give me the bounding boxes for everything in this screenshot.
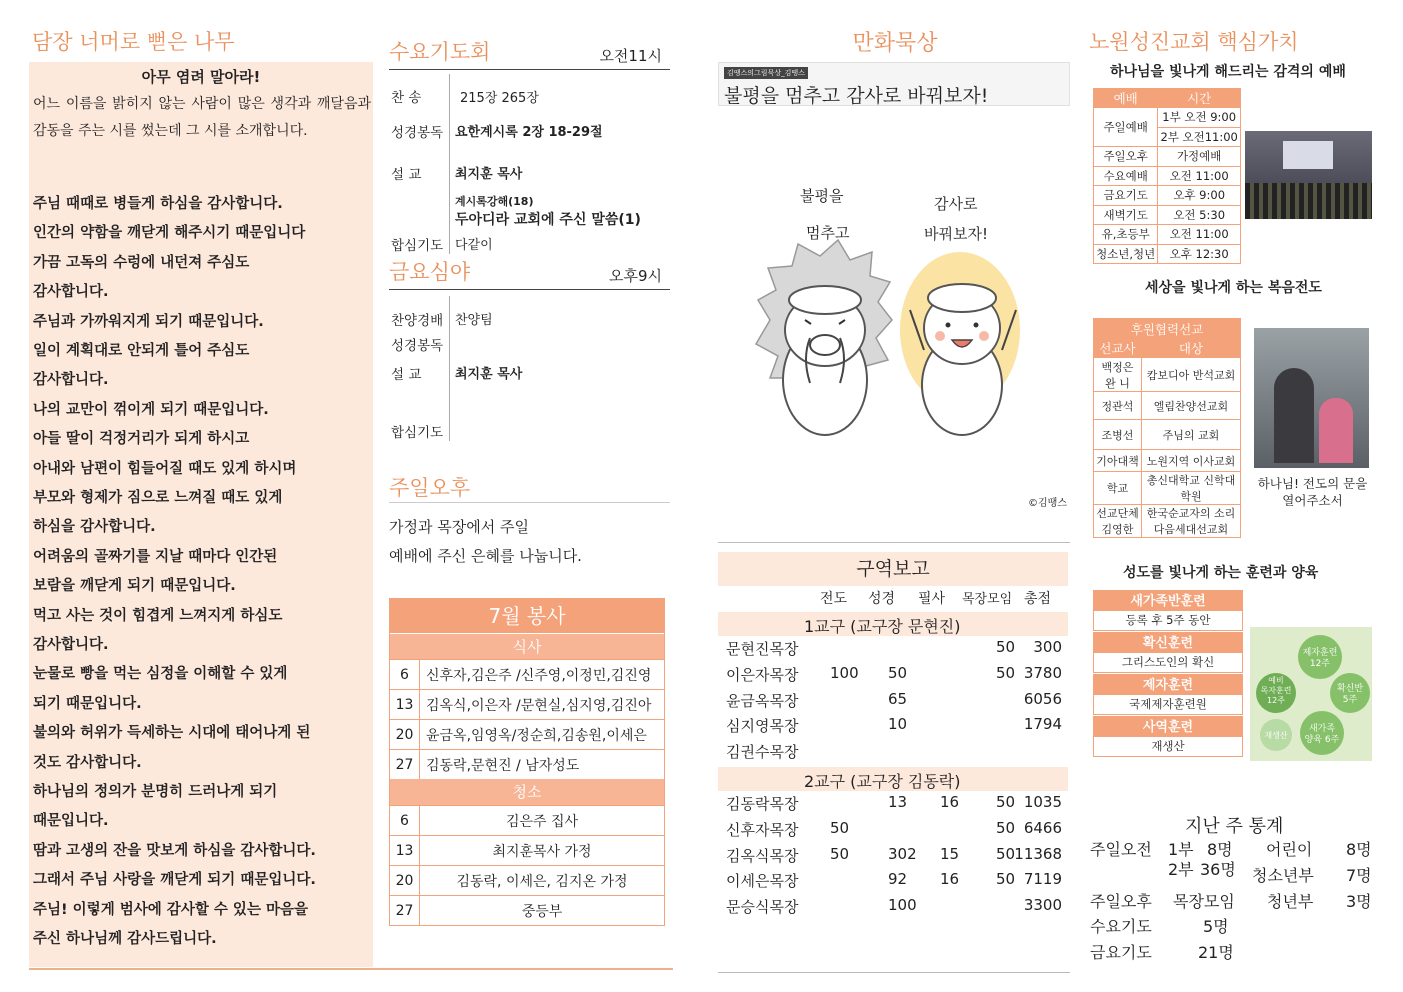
region-name: 심지영목장	[726, 717, 799, 736]
worship-time: 가정예배	[1158, 147, 1241, 167]
region-value: 11368	[1014, 844, 1062, 863]
worship-name: 주일예배	[1094, 108, 1158, 147]
region-value: 302	[888, 844, 917, 863]
table-row	[390, 749, 664, 779]
wed-header	[389, 36, 670, 70]
stats-fri: 금요기도	[1090, 943, 1152, 962]
worship-name: 새벽기도	[1094, 205, 1158, 225]
wed-sermon-title: 두아디라 교회에 주신 말씀(1)	[455, 212, 641, 228]
poem-line: 땀과 고생의 잔을 맛보게 하심을 감사합니다.	[33, 842, 316, 859]
poem-line: 감사합니다.	[33, 372, 109, 389]
region-name: 문현진목장	[726, 640, 799, 658]
region-value: 50	[996, 818, 1016, 837]
stats-kidsv: 8명	[1346, 840, 1372, 859]
training-title: 성도를 빛나게 하는 훈련과 양육	[1123, 565, 1319, 581]
stats-s2v: 36명	[1200, 860, 1236, 879]
worship-time: 오전 11:00	[1158, 166, 1241, 186]
grey-sheep	[756, 240, 892, 435]
region-value: 65	[888, 689, 908, 708]
training-name: 제자훈련	[1093, 674, 1243, 694]
worship-time: 2부 오전11:00	[1158, 127, 1241, 147]
date-cell: 6	[390, 660, 420, 689]
worship-row	[1094, 166, 1241, 186]
region-value: 300	[1033, 638, 1062, 656]
meal-rows	[390, 659, 664, 779]
col-transcribe: 필사	[918, 591, 946, 607]
table-header: 시간	[1158, 89, 1241, 108]
cartoon-title: 만화묵상	[852, 31, 938, 56]
stats-youth: 청소년부	[1252, 866, 1314, 885]
date-cell: 13	[390, 690, 420, 719]
region-title: 구역보고	[718, 552, 1068, 586]
missionary: 백정은 완 니	[1094, 358, 1142, 392]
wed-title: 수요기도회	[389, 40, 491, 64]
wed-label-sermon: 설 교	[391, 167, 422, 183]
region-value: 3300	[1023, 896, 1062, 915]
region-row	[726, 688, 1066, 714]
training-name: 새가족반훈련	[1093, 590, 1243, 610]
worship-name: 주일오후	[1094, 147, 1158, 167]
wed-label-reading: 성경봉독	[391, 125, 444, 141]
poem-line: 가끔 고독의 수렁에 내던져 주심도	[33, 254, 250, 271]
table-row	[390, 659, 664, 689]
region-value: 50	[830, 818, 850, 837]
cycle-label: 새가족 양육 6주	[1304, 724, 1340, 745]
fri-time: 오후9시	[608, 267, 662, 285]
table-header: 대상	[1142, 339, 1241, 358]
stats-s2: 2부	[1168, 860, 1194, 879]
poem-line: 그래서 주님 사랑을 깨닫게 되기 때문입니다.	[33, 872, 316, 889]
poem-line: 되기 때문입니다.	[33, 695, 142, 712]
group1-bar	[718, 612, 1068, 636]
region-name: 김권수목장	[726, 743, 799, 762]
poem-line: 부모와 형제가 짐으로 느껴질 때도 있게	[33, 490, 283, 506]
region-row	[726, 713, 1066, 739]
stats-s1v: 8명	[1207, 840, 1233, 859]
poem-line: 나의 교만이 꺾이게 되기 때문입니다.	[33, 401, 269, 418]
training-desc: 그리스도인의 확신	[1093, 652, 1243, 673]
poem-line: 보람을 깨닫게 되기 때문입니다.	[33, 578, 236, 595]
date-cell: 13	[390, 836, 420, 865]
worship-time: 오전 11:00	[1158, 225, 1241, 245]
missionary: 기아대책	[1094, 450, 1142, 472]
stats-youthv: 7명	[1346, 866, 1372, 885]
region-value: 50	[996, 793, 1016, 811]
region-value: 15	[940, 844, 960, 863]
meal-label: 식사	[390, 633, 664, 659]
service-table	[389, 598, 665, 926]
wed-label-prayer: 합심기도	[391, 238, 444, 254]
poem-line: 먹고 사는 것이 힘겹게 느껴지게 하심도	[33, 607, 283, 624]
poem-line: 아내와 남편이 힘들어질 때도 있게 하시며	[33, 460, 297, 477]
training-desc: 국제제자훈련원	[1093, 694, 1243, 715]
region-name: 이세은목장	[726, 872, 799, 891]
service-title: 7월 봉사	[390, 599, 664, 633]
wed-value-reading: 요한계시록 2장 18-29절	[455, 125, 603, 140]
region-value: 16	[940, 793, 960, 811]
cartoon-headline-bar	[718, 62, 1070, 106]
region-row	[726, 662, 1066, 688]
mission-title: 세상을 빛나게 하는 복음전도	[1145, 280, 1322, 296]
stats-young: 청년부	[1267, 892, 1314, 911]
mission-table	[1093, 318, 1241, 538]
region-value: 3780	[1023, 663, 1062, 682]
wed-sermon-series: 계시록강해(18)	[455, 195, 534, 208]
stats-s1: 1부	[1168, 840, 1194, 859]
region-value: 50	[996, 870, 1016, 889]
region-row	[726, 843, 1066, 869]
stats-sun-am: 주일오전	[1090, 840, 1152, 859]
essay-box	[29, 62, 373, 967]
missionary: 선교단체 김영한	[1094, 505, 1142, 538]
divider	[389, 502, 670, 503]
region-value: 92	[888, 870, 908, 889]
mission-row	[1094, 505, 1241, 538]
assignee-cell: 신후자,김은주 /신주영,이정민,김진영	[426, 667, 652, 684]
fri-label-reading: 성경봉독	[391, 338, 444, 354]
wed-value-sermon: 최지훈 목사	[455, 167, 523, 182]
worship-name: 금요기도	[1094, 186, 1158, 206]
region-value: 13	[888, 793, 908, 811]
cartoon-right-text1: 감사로	[934, 195, 978, 213]
cartoon-left-text1: 불평을	[800, 187, 844, 205]
mission-row	[1094, 472, 1241, 505]
region-row	[726, 894, 1066, 920]
worship-photo	[1245, 131, 1372, 219]
table-row	[390, 865, 664, 895]
table-row	[390, 689, 664, 719]
sunpm-line2: 예배에 주신 은혜를 나눕니다.	[389, 547, 582, 565]
stats-mokjang: 목장모임	[1173, 892, 1235, 911]
date-cell: 6	[390, 806, 420, 835]
region-value: 100	[830, 663, 859, 682]
evangelism-photo	[1254, 328, 1369, 468]
region-value: 6056	[1023, 689, 1062, 708]
worship-row	[1094, 225, 1241, 245]
fri-label-sermon: 설 교	[391, 367, 422, 383]
divider	[718, 972, 1070, 973]
region-value: 50	[888, 663, 908, 682]
training-desc: 등록 후 5주 동안	[1093, 610, 1243, 631]
cartoon-right-text2: 바꿔보자!	[924, 225, 988, 243]
stats-wed: 수요기도	[1090, 917, 1152, 936]
assignee-cell: 김옥식,이은자 /문현실,심지영,김진아	[426, 697, 652, 714]
assignee-cell: 윤금옥,임영옥/정순희,김송원,이세은	[426, 727, 647, 744]
assignee-cell: 김은주 집사	[505, 813, 579, 830]
mission-target: 엘림찬양선교회	[1142, 392, 1241, 420]
group2-bar	[718, 767, 1068, 791]
fri-value-sermon: 최지훈 목사	[455, 367, 523, 382]
cartoon-tag: 김땡스의그림묵상_김땡스	[724, 67, 808, 79]
stats-friv: 21명	[1198, 943, 1234, 962]
col-bible: 성경	[868, 591, 896, 607]
sunpm-title: 주일오후	[389, 476, 471, 500]
fri-title: 금요심야	[389, 260, 471, 284]
mission-row	[1094, 392, 1241, 420]
worship-row	[1094, 186, 1241, 206]
fri-label-praise: 찬양경배	[391, 313, 444, 329]
training-name: 확신훈련	[1093, 632, 1243, 652]
cartoon-illustration	[740, 170, 1070, 450]
date-cell: 20	[390, 866, 420, 895]
worship-row	[1094, 108, 1241, 128]
column-title: 담장 너머로 뻗은 나무	[32, 30, 235, 54]
region-columns	[718, 586, 1068, 610]
region-value: 50	[996, 844, 1016, 863]
poem-line: 감사합니다.	[33, 284, 109, 301]
cartoon-headline: 불평을 멈추고 감사로 바꿔보자!	[724, 85, 989, 107]
essay-heading: 아무 염려 말아라!	[141, 68, 261, 86]
mission-target: 한국순교자의 소리 다음세대선교회	[1142, 505, 1241, 538]
col-meeting: 목장모임	[962, 592, 1013, 607]
group1-label: 1교구 (교구장 문현진)	[804, 617, 961, 636]
region-value: 1794	[1023, 715, 1062, 734]
training-cycle-diagram	[1250, 627, 1372, 761]
poem-line: 아들 딸이 걱정거리가 되게 하시고	[33, 431, 250, 448]
divider	[718, 542, 1070, 543]
stats-title: 지난 주 통계	[1185, 816, 1284, 837]
region-name: 신후자목장	[726, 820, 799, 839]
date-cell: 27	[390, 750, 420, 779]
poem-line: 눈물로 빵을 먹는 심정을 이해할 수 있게	[33, 666, 288, 683]
clean-label: 청소	[390, 779, 664, 805]
yellow-sheep	[900, 252, 1020, 435]
assignee-cell: 김동락, 이세은, 김지온 가정	[456, 873, 628, 890]
worship-row	[1094, 244, 1241, 264]
date-cell: 27	[390, 896, 420, 925]
table-header: 예배	[1094, 89, 1158, 108]
region-row	[726, 868, 1066, 894]
fri-value-praise: 찬양팀	[455, 313, 493, 328]
cycle-label: 재생산	[1264, 731, 1288, 740]
assignee-cell: 중등부	[521, 903, 563, 920]
worship-table	[1093, 88, 1241, 264]
region-row	[726, 636, 1066, 662]
worship-time: 오후 12:30	[1158, 244, 1241, 264]
worship-time: 1부 오전 9:00	[1158, 108, 1241, 128]
region-value: 10	[888, 715, 908, 734]
region-value: 16	[940, 870, 960, 889]
wed-value-hymn: 215장 265장	[460, 91, 539, 106]
region-value: 1035	[1023, 793, 1062, 811]
essay-intro: 어느 이름을 밝히지 않는 사람이 많은 생각과 깨달음과 감동을 주는 시를 썼는데 그 시를 소개합니다.	[33, 96, 371, 139]
training-name: 사역훈련	[1093, 716, 1243, 736]
mission-target: 주님의 교회	[1142, 420, 1241, 450]
poem-line: 주신 하나님께 감사드립니다.	[33, 931, 217, 947]
core-title: 노원성진교회 핵심가치	[1089, 30, 1299, 54]
cartoon-credit: ©김땡스	[1028, 498, 1067, 509]
col-total: 총점	[1024, 591, 1052, 607]
poem-line: 하심을 감사합니다.	[33, 519, 156, 536]
poem-line: 하나님의 정의가 분명히 드러나게 되기	[33, 784, 278, 800]
table-row	[390, 835, 664, 865]
group2-label: 2교구 (교구장 김동락)	[804, 772, 961, 791]
missionary: 조병선	[1094, 420, 1142, 450]
fri-label-prayer: 합심기도	[391, 425, 444, 441]
worship-row	[1094, 147, 1241, 167]
stats-wedv: 5명	[1203, 917, 1229, 936]
region-name: 김동락목장	[726, 795, 799, 813]
poem-line: 감사합니다.	[33, 637, 109, 653]
worship-title: 하나님을 빛나게 해드리는 감격의 예배	[1110, 64, 1346, 80]
stats-sun-pm: 주일오후	[1090, 892, 1152, 911]
worship-time: 오전 5:30	[1158, 205, 1241, 225]
worship-name: 청소년,청년	[1094, 244, 1158, 264]
region-value: 100	[888, 896, 917, 915]
cycle-label: 예비 목자훈련 12주	[1260, 676, 1292, 705]
stats-youngv: 3명	[1346, 892, 1372, 911]
region-name: 문승식목장	[726, 898, 799, 917]
table-header: 선교사	[1094, 339, 1142, 358]
region-row	[726, 817, 1066, 843]
mission-row	[1094, 358, 1241, 392]
assignee-cell: 최지훈목사 가정	[492, 843, 592, 860]
mission-row	[1094, 450, 1241, 472]
table-row	[390, 719, 664, 749]
cycle-label: 제자훈련 12주	[1302, 648, 1338, 669]
divider	[29, 968, 673, 970]
poem-line: 어려움의 골짜기를 지날 때마다 인간된	[33, 548, 278, 565]
poem-line: 주님과 가까워지게 되기 때문입니다.	[33, 313, 264, 330]
stats-kids: 어린이	[1266, 840, 1313, 859]
sunpm-line1: 가정과 목장에서 주일	[389, 518, 529, 536]
worship-name: 수요예배	[1094, 166, 1158, 186]
poem-line: 인간의 약함을 깨닫게 해주시기 때문입니다	[33, 225, 306, 242]
region-value: 6466	[1023, 818, 1062, 837]
training-desc: 재생산	[1093, 736, 1243, 757]
poem-line: 때문입니다.	[33, 813, 109, 830]
missionary: 정관석	[1094, 392, 1142, 420]
table-row	[390, 895, 664, 925]
worship-time: 오후 9:00	[1158, 186, 1241, 206]
fri-header	[389, 256, 670, 290]
divider	[449, 296, 450, 441]
poem-line: 불의와 허위가 득세하는 시대에 태어나게 된	[33, 725, 311, 742]
region-row	[726, 739, 1066, 765]
cycle-label: 확신반 5주	[1336, 684, 1364, 705]
region-value: 50	[996, 638, 1016, 656]
region-name: 이은자목장	[726, 665, 799, 684]
mission-target: 노원지역 이사교회	[1142, 450, 1241, 472]
mission-row	[1094, 420, 1241, 450]
wed-time: 오전11시	[599, 47, 662, 65]
date-cell: 20	[390, 720, 420, 749]
poem-line: 일이 계획대로 안되게 틀어 주심도	[33, 343, 250, 359]
region-row	[726, 791, 1066, 817]
mission-target: 캄보디아 반석교회	[1142, 358, 1241, 392]
region-name: 김옥식목장	[726, 846, 799, 865]
assignee-cell: 김동락,문현진 / 남자성도	[426, 757, 580, 774]
region-name: 윤금옥목장	[726, 691, 799, 710]
poem-line: 것도 감사합니다.	[33, 754, 142, 771]
wed-value-prayer: 다같이	[455, 238, 493, 253]
region-value: 50	[830, 844, 850, 863]
mission-target: 총신대학교 신학대학원	[1142, 472, 1241, 505]
wed-label-hymn: 찬 송	[391, 90, 422, 106]
clean-rows	[390, 805, 664, 925]
table-row	[390, 805, 664, 835]
region-value: 50	[996, 663, 1016, 682]
poem-line: 주님! 이렇게 범사에 감사할 수 있는 마음을	[33, 901, 309, 918]
divider	[449, 74, 450, 254]
worship-row	[1094, 205, 1241, 225]
photo-caption: 하나님! 전도의 문을 열어주소서	[1257, 476, 1368, 508]
worship-name: 유,초등부	[1094, 225, 1158, 245]
col-evangelism: 전도	[820, 591, 848, 607]
region-value: 7119	[1023, 870, 1062, 889]
poem-line: 주님 때때로 병들게 하심을 감사합니다.	[33, 196, 283, 212]
cartoon-left-text2: 멈추고	[806, 224, 850, 242]
mission-header: 후원협력선교	[1094, 319, 1241, 339]
missionary: 학교	[1094, 472, 1142, 505]
